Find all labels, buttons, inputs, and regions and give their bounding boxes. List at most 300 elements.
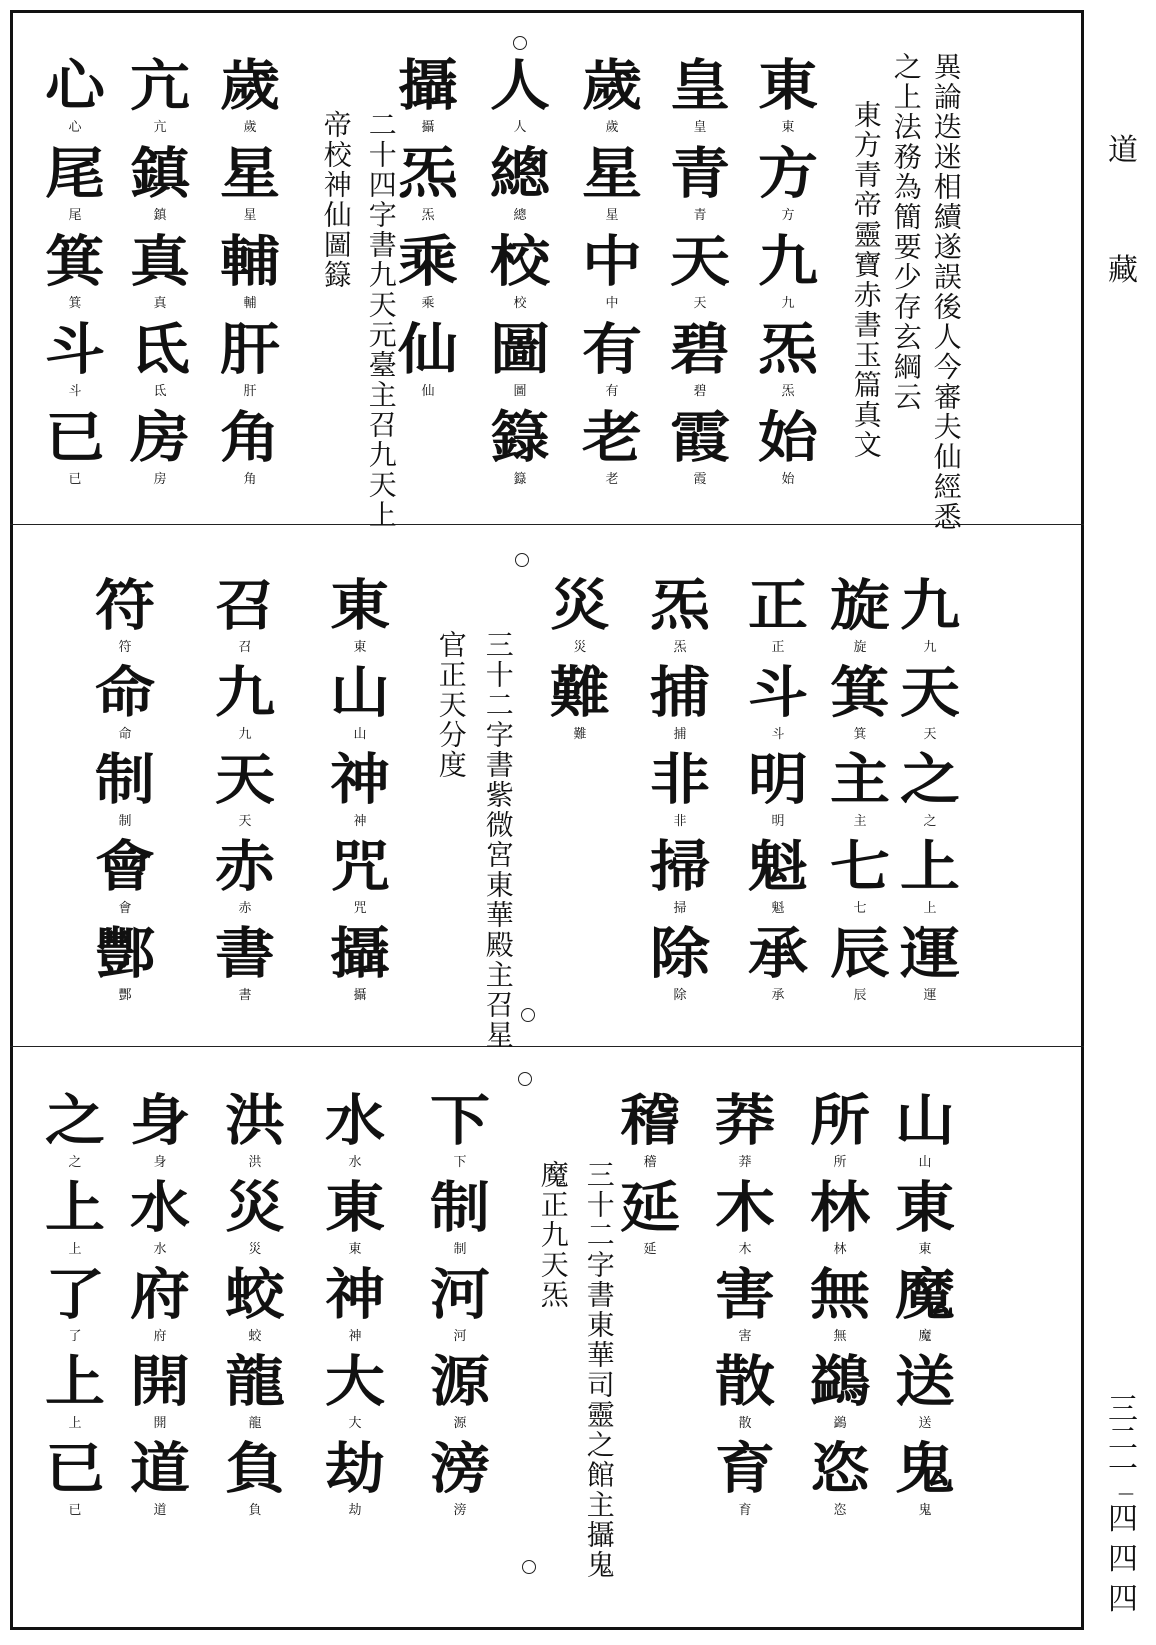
reading-label: 大 <box>348 1416 362 1431</box>
reading-label: 捕 <box>673 727 687 742</box>
seal-glyph: 會 <box>95 834 155 900</box>
seal-glyph: 七 <box>830 834 890 900</box>
seal-glyph: 總 <box>490 141 550 207</box>
seal-character <box>130 55 190 143</box>
seal-character <box>490 143 550 231</box>
seal-glyph: 無 <box>810 1262 870 1328</box>
margin-page-number: 三 <box>1108 1392 1138 1427</box>
seal-glyph: 召 <box>215 573 275 639</box>
seal-character <box>758 143 818 231</box>
seal-character <box>550 575 610 662</box>
reading-label: 角 <box>243 472 257 487</box>
reading-label: 掃 <box>673 901 687 916</box>
reading-label: 老 <box>605 472 619 487</box>
reading-label: 人 <box>513 120 527 135</box>
reading-label: 之 <box>68 1155 82 1170</box>
seal-column <box>35 1090 115 1525</box>
reading-label: 負 <box>248 1503 262 1518</box>
seal-character <box>330 923 390 1010</box>
reading-label: 碧 <box>693 384 707 399</box>
seal-character <box>130 407 190 495</box>
seal-glyph: 魁 <box>748 834 808 900</box>
seal-character <box>330 836 390 923</box>
section-heading: 魔正九天炁 <box>536 1160 570 1310</box>
seal-character <box>670 319 730 407</box>
seal-glyph: 東 <box>895 1175 955 1241</box>
reading-label: 木 <box>738 1242 752 1257</box>
reading-label: 災 <box>573 640 587 655</box>
seal-glyph: 氐 <box>130 317 190 383</box>
reading-label: 青 <box>693 208 707 223</box>
seal-character <box>650 749 710 836</box>
seal-glyph: 災 <box>550 573 610 639</box>
seal-glyph: 校 <box>490 229 550 295</box>
margin-book-char: 藏 <box>1108 253 1138 288</box>
seal-character <box>758 231 818 319</box>
seal-glyph: 歲 <box>582 53 642 119</box>
seal-glyph: 已 <box>45 1436 105 1502</box>
seal-character <box>45 1177 105 1264</box>
seal-glyph: 星 <box>582 141 642 207</box>
seal-character <box>715 1090 775 1177</box>
seal-glyph: 仙 <box>398 317 458 383</box>
seal-glyph: 源 <box>430 1349 490 1415</box>
seal-character <box>45 1264 105 1351</box>
seal-character <box>225 1177 285 1264</box>
seal-glyph: 洪 <box>225 1088 285 1154</box>
seal-glyph: 鎮 <box>130 141 190 207</box>
reading-label: 散 <box>738 1416 752 1431</box>
seal-glyph: 已 <box>45 405 105 471</box>
seal-glyph: 稽 <box>620 1088 680 1154</box>
reading-label: 召 <box>238 640 252 655</box>
seal-glyph: 酆 <box>95 921 155 987</box>
reading-label: 明 <box>771 814 785 829</box>
seal-column <box>420 1090 500 1525</box>
seal-character <box>810 1264 870 1351</box>
seal-character <box>670 231 730 319</box>
seal-glyph: 除 <box>650 921 710 987</box>
seal-character <box>490 231 550 319</box>
reading-label: 上 <box>923 901 937 916</box>
seal-glyph: 人 <box>490 53 550 119</box>
section-heading: 三十二字書東華司靈之館主攝鬼 <box>582 1160 616 1580</box>
seal-character <box>490 407 550 495</box>
seal-character <box>490 319 550 407</box>
reading-label: 皇 <box>693 120 707 135</box>
seal-glyph: 赤 <box>215 834 275 900</box>
seal-glyph: 九 <box>900 573 960 639</box>
reading-label: 七 <box>853 901 867 916</box>
seal-glyph: 災 <box>225 1175 285 1241</box>
seal-character <box>330 749 390 836</box>
seal-character <box>130 143 190 231</box>
seal-character <box>748 662 808 749</box>
seal-glyph: 開 <box>130 1349 190 1415</box>
section-heading: 官正天分度 <box>434 630 468 780</box>
seal-glyph: 始 <box>758 405 818 471</box>
reading-label: 源 <box>453 1416 467 1431</box>
reading-label: 天 <box>693 296 707 311</box>
reading-label: 上 <box>68 1416 82 1431</box>
reading-label: 會 <box>118 901 132 916</box>
reading-label: 始 <box>781 472 795 487</box>
seal-character <box>830 749 890 836</box>
reading-label: 咒 <box>353 901 367 916</box>
seal-column <box>610 1090 690 1264</box>
seal-glyph: 承 <box>748 921 808 987</box>
reading-label: 東 <box>353 640 367 655</box>
reading-label: 真 <box>153 296 167 311</box>
reading-label: 歲 <box>605 120 619 135</box>
seal-glyph: 心 <box>45 53 105 119</box>
seal-column <box>388 55 468 407</box>
reading-label: 已 <box>68 1503 82 1518</box>
circle-mark <box>513 36 527 50</box>
seal-character <box>895 1090 955 1177</box>
seal-column <box>85 575 165 1010</box>
seal-character <box>325 1177 385 1264</box>
seal-character <box>220 55 280 143</box>
reading-label: 攝 <box>353 988 367 1003</box>
reading-label: 洪 <box>248 1155 262 1170</box>
seal-glyph: 天 <box>670 229 730 295</box>
reading-label: 總 <box>513 208 527 223</box>
seal-character <box>670 55 730 143</box>
seal-character <box>900 836 960 923</box>
seal-character <box>130 1264 190 1351</box>
reading-label: 箕 <box>853 727 867 742</box>
seal-character <box>430 1438 490 1525</box>
seal-glyph: 尾 <box>45 141 105 207</box>
reading-label: 心 <box>68 120 82 135</box>
reading-label: 道 <box>153 1503 167 1518</box>
seal-glyph: 天 <box>900 660 960 726</box>
reading-label: 上 <box>68 1242 82 1257</box>
reading-label: 莽 <box>738 1155 752 1170</box>
seal-glyph: 水 <box>325 1088 385 1154</box>
seal-glyph: 捕 <box>650 660 710 726</box>
seal-character <box>900 749 960 836</box>
reading-label: 稽 <box>643 1155 657 1170</box>
seal-character <box>900 923 960 1010</box>
reading-label: 仙 <box>421 384 435 399</box>
reading-label: 符 <box>118 640 132 655</box>
seal-glyph: 命 <box>95 660 155 726</box>
reading-label: 命 <box>118 727 132 742</box>
seal-glyph: 攝 <box>330 921 390 987</box>
reading-label: 酆 <box>118 988 132 1003</box>
seal-column <box>540 575 620 749</box>
seal-glyph: 延 <box>620 1175 680 1241</box>
seal-glyph: 碧 <box>670 317 730 383</box>
seal-character <box>830 662 890 749</box>
seal-character <box>330 662 390 749</box>
seal-glyph: 攝 <box>398 53 458 119</box>
seal-character <box>810 1090 870 1177</box>
seal-glyph: 之 <box>45 1088 105 1154</box>
seal-glyph: 之 <box>900 747 960 813</box>
seal-glyph: 下 <box>430 1088 490 1154</box>
reading-label: 龍 <box>248 1416 262 1431</box>
seal-character <box>715 1264 775 1351</box>
seal-glyph: 輔 <box>220 229 280 295</box>
seal-glyph: 旋 <box>830 573 890 639</box>
seal-character <box>810 1351 870 1438</box>
seal-character <box>330 575 390 662</box>
seal-glyph: 皇 <box>670 53 730 119</box>
seal-character <box>220 143 280 231</box>
reading-label: 攝 <box>421 120 435 135</box>
seal-character <box>650 923 710 1010</box>
reading-label: 無 <box>833 1329 847 1344</box>
seal-glyph: 箕 <box>830 660 890 726</box>
seal-glyph: 肝 <box>220 317 280 383</box>
seal-character <box>748 836 808 923</box>
seal-glyph: 角 <box>220 405 280 471</box>
seal-character <box>398 55 458 143</box>
seal-character <box>325 1438 385 1525</box>
seal-character <box>895 1438 955 1525</box>
seal-character <box>45 407 105 495</box>
intro-line: 異論迭迷相續遂誤後人今審夫仙經悉 <box>929 52 963 532</box>
reading-label: 劫 <box>348 1503 362 1518</box>
seal-glyph: 掃 <box>650 834 710 900</box>
circle-mark <box>522 1560 536 1574</box>
seal-character <box>830 923 890 1010</box>
seal-character <box>430 1177 490 1264</box>
section-heading: 三十二字書紫微宮東華殿主召星 <box>481 630 515 1050</box>
seal-column <box>320 575 400 1010</box>
reading-label: 箕 <box>68 296 82 311</box>
seal-character <box>95 575 155 662</box>
seal-character <box>810 1177 870 1264</box>
seal-character <box>582 407 642 495</box>
reading-label: 制 <box>453 1242 467 1257</box>
seal-column <box>120 55 200 495</box>
reading-label: 鷁 <box>833 1416 847 1431</box>
seal-character <box>130 231 190 319</box>
seal-glyph: 林 <box>810 1175 870 1241</box>
seal-glyph: 圖 <box>490 317 550 383</box>
seal-character <box>620 1090 680 1177</box>
seal-glyph: 上 <box>45 1349 105 1415</box>
reading-label: 霞 <box>693 472 707 487</box>
reading-label: 災 <box>248 1242 262 1257</box>
seal-glyph: 莽 <box>715 1088 775 1154</box>
seal-column <box>215 1090 295 1525</box>
margin-page-number: 二 <box>1108 1422 1138 1457</box>
reading-label: 送 <box>918 1416 932 1431</box>
reading-label: 下 <box>453 1155 467 1170</box>
reading-label: 斗 <box>68 384 82 399</box>
seal-character <box>550 662 610 749</box>
margin-page-number: — <box>1118 1483 1134 1502</box>
seal-glyph: 鷁 <box>810 1349 870 1415</box>
seal-character <box>748 923 808 1010</box>
seal-character <box>45 319 105 407</box>
seal-character <box>810 1438 870 1525</box>
seal-character <box>215 662 275 749</box>
reading-label: 歲 <box>243 120 257 135</box>
circle-mark <box>518 1072 532 1086</box>
intro-line: 之上法務為簡要少存玄綱云 <box>889 52 923 412</box>
reading-label: 魁 <box>771 901 785 916</box>
seal-glyph: 育 <box>715 1436 775 1502</box>
seal-glyph: 制 <box>430 1175 490 1241</box>
seal-glyph: 符 <box>95 573 155 639</box>
seal-glyph: 鬼 <box>895 1436 955 1502</box>
seal-glyph: 書 <box>215 921 275 987</box>
reading-label: 正 <box>771 640 785 655</box>
reading-label: 身 <box>153 1155 167 1170</box>
reading-label: 難 <box>573 727 587 742</box>
reading-label: 肝 <box>243 384 257 399</box>
seal-glyph: 九 <box>215 660 275 726</box>
reading-label: 已 <box>68 472 82 487</box>
seal-character <box>130 1090 190 1177</box>
seal-glyph: 亢 <box>130 53 190 119</box>
seal-character <box>758 407 818 495</box>
seal-column <box>205 575 285 1010</box>
reading-label: 亢 <box>153 120 167 135</box>
seal-character <box>490 55 550 143</box>
reading-label: 水 <box>348 1155 362 1170</box>
seal-glyph: 箕 <box>45 229 105 295</box>
reading-label: 旋 <box>853 640 867 655</box>
seal-glyph: 木 <box>715 1175 775 1241</box>
seal-glyph: 劫 <box>325 1436 385 1502</box>
seal-character <box>895 1264 955 1351</box>
seal-character <box>748 575 808 662</box>
seal-character <box>830 836 890 923</box>
seal-character <box>670 143 730 231</box>
seal-character <box>582 231 642 319</box>
reading-label: 承 <box>771 988 785 1003</box>
seal-column <box>885 1090 965 1525</box>
seal-character <box>45 55 105 143</box>
reading-label: 輔 <box>243 296 257 311</box>
seal-character <box>430 1351 490 1438</box>
seal-glyph: 東 <box>758 53 818 119</box>
reading-label: 水 <box>153 1242 167 1257</box>
section-divider <box>10 524 1084 525</box>
reading-label: 山 <box>353 727 367 742</box>
seal-column <box>640 575 720 1010</box>
reading-label: 東 <box>918 1242 932 1257</box>
reading-label: 乘 <box>421 296 435 311</box>
seal-character <box>45 143 105 231</box>
reading-label: 書 <box>238 988 252 1003</box>
seal-glyph: 真 <box>130 229 190 295</box>
seal-character <box>215 836 275 923</box>
reading-label: 神 <box>348 1329 362 1344</box>
seal-glyph: 負 <box>225 1436 285 1502</box>
reading-label: 神 <box>353 814 367 829</box>
seal-character <box>830 575 890 662</box>
seal-character <box>215 923 275 1010</box>
seal-character <box>582 55 642 143</box>
reading-label: 所 <box>833 1155 847 1170</box>
seal-character <box>758 319 818 407</box>
reading-label: 中 <box>605 296 619 311</box>
seal-character <box>582 143 642 231</box>
seal-character <box>225 1438 285 1525</box>
seal-character <box>220 407 280 495</box>
seal-glyph: 天 <box>215 747 275 813</box>
reading-label: 方 <box>781 208 795 223</box>
seal-glyph: 運 <box>900 921 960 987</box>
seal-glyph: 正 <box>748 573 808 639</box>
margin-page-number: 一 <box>1108 1452 1138 1487</box>
section-title: 東方青帝靈寶赤書玉篇真文 <box>849 100 883 460</box>
seal-glyph: 水 <box>130 1175 190 1241</box>
seal-glyph: 河 <box>430 1262 490 1328</box>
reading-label: 鎮 <box>153 208 167 223</box>
reading-label: 九 <box>238 727 252 742</box>
reading-label: 辰 <box>853 988 867 1003</box>
seal-glyph: 府 <box>130 1262 190 1328</box>
reading-label: 滂 <box>453 1503 467 1518</box>
reading-label: 育 <box>738 1503 752 1518</box>
reading-label: 開 <box>153 1416 167 1431</box>
reading-label: 圖 <box>513 384 527 399</box>
seal-glyph: 了 <box>45 1262 105 1328</box>
seal-character <box>715 1351 775 1438</box>
reading-label: 除 <box>673 988 687 1003</box>
margin-page-number: 四 <box>1108 1582 1138 1617</box>
seal-character <box>620 1177 680 1264</box>
seal-character <box>95 836 155 923</box>
seal-character <box>220 231 280 319</box>
seal-character <box>650 575 710 662</box>
seal-glyph: 制 <box>95 747 155 813</box>
circle-mark <box>521 1008 535 1022</box>
seal-column <box>35 55 115 495</box>
seal-glyph: 所 <box>810 1088 870 1154</box>
seal-character <box>220 319 280 407</box>
seal-character <box>130 319 190 407</box>
seal-character <box>225 1264 285 1351</box>
reading-label: 星 <box>605 208 619 223</box>
seal-glyph: 山 <box>330 660 390 726</box>
reading-label: 延 <box>643 1242 657 1257</box>
seal-column <box>820 575 900 1010</box>
seal-character <box>95 662 155 749</box>
seal-character <box>670 407 730 495</box>
seal-character <box>130 1438 190 1525</box>
seal-glyph: 明 <box>748 747 808 813</box>
reading-label: 制 <box>118 814 132 829</box>
seal-character <box>748 749 808 836</box>
seal-glyph: 身 <box>130 1088 190 1154</box>
seal-glyph: 九 <box>758 229 818 295</box>
seal-character <box>215 749 275 836</box>
seal-column <box>480 55 560 495</box>
reading-label: 之 <box>923 814 937 829</box>
reading-label: 東 <box>781 120 795 135</box>
seal-character <box>430 1264 490 1351</box>
reading-label: 九 <box>923 640 937 655</box>
reading-label: 有 <box>605 384 619 399</box>
reading-label: 鬼 <box>918 1503 932 1518</box>
reading-label: 主 <box>853 814 867 829</box>
seal-character <box>398 319 458 407</box>
seal-glyph: 炁 <box>650 573 710 639</box>
seal-glyph: 難 <box>550 660 610 726</box>
seal-character <box>325 1090 385 1177</box>
seal-glyph: 魔 <box>895 1262 955 1328</box>
